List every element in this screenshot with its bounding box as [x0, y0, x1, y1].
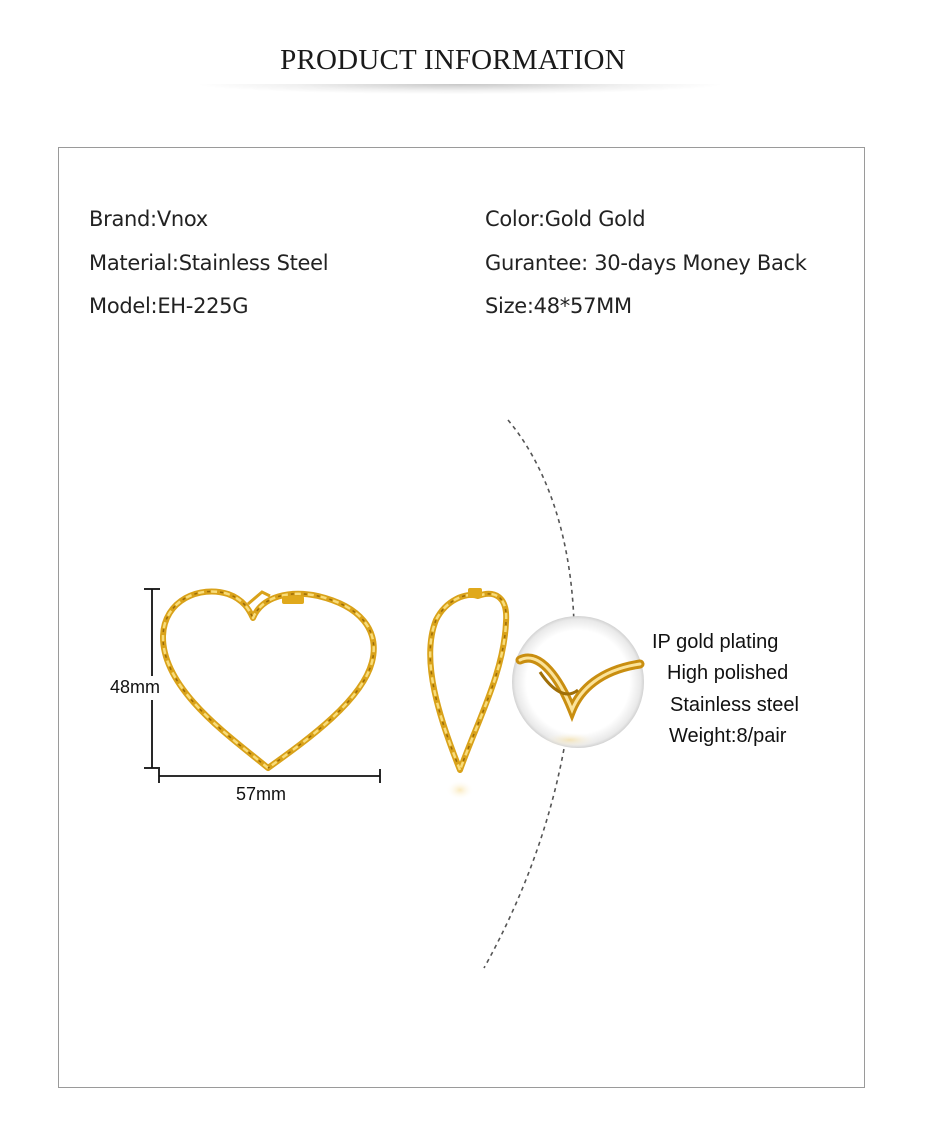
feature-material: Stainless steel: [670, 694, 799, 716]
dimension-width-label: 57mm: [236, 784, 287, 804]
spec-size: Size:48*57MM: [485, 294, 632, 318]
detail-zoom-circle: [512, 616, 644, 748]
spec-guarantee: Gurantee: 30-days Money Back: [485, 251, 807, 275]
spec-color: Color:Gold Gold: [485, 207, 646, 231]
dimension-height-label: 48mm: [110, 677, 161, 697]
spec-brand: Brand:Vnox: [89, 207, 208, 231]
width-dimension: [159, 769, 380, 783]
feature-weight: Weight:8/pair: [669, 725, 787, 747]
spec-model: Model:EH-225G: [89, 294, 249, 318]
heart-earring-front: [163, 591, 374, 768]
spec-material: Material:Stainless Steel: [89, 251, 329, 275]
feature-plating: IP gold plating: [652, 631, 779, 653]
page-title: PRODUCT INFORMATION: [280, 44, 626, 76]
heart-earring-side: [430, 588, 506, 800]
feature-polished: High polished: [667, 662, 789, 684]
